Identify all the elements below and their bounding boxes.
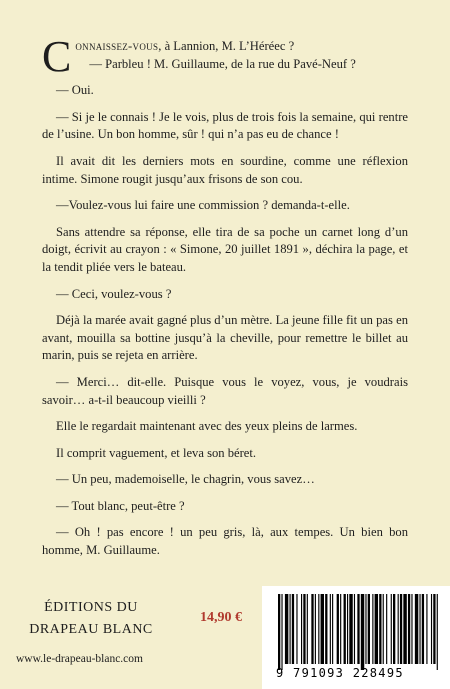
barcode-bar — [285, 594, 288, 664]
paragraph-3: — Oui. — [56, 83, 94, 98]
paragraph-9: Déjà la marée avait gagné plus d’un mètre. La jeune fille fit un pas en avant, mouilla sa bottine jusqu’à la cheville, pour remettre le billet au marin, puis se rejeta en arrière. — [42, 313, 408, 363]
paragraph-10: — Merci… dit-elle. Puisque vous le voyez, vous, je voudrais savoir… a-t-il beaucoup vieilli ? — [42, 374, 408, 407]
paragraph-5: Il avait dit les derniers mots en sourdine, comme une réflexion intime. Simone rougit jusqu’aux frisons de son cou. — [42, 153, 408, 186]
barcode-bar — [321, 594, 324, 664]
barcode-bar — [349, 594, 352, 664]
barcode-bar — [311, 594, 313, 664]
barcode-bar — [433, 594, 435, 664]
barcode-bar — [290, 594, 291, 664]
barcode-bar — [330, 594, 331, 664]
barcode-bar — [332, 594, 333, 664]
barcode-bar — [278, 594, 280, 670]
barcode-bar — [365, 594, 366, 664]
barcode-bar — [411, 594, 412, 664]
barcode-bar — [422, 594, 424, 664]
barcode-bar — [403, 594, 406, 664]
small-caps-lead: onnaissez-vous — [75, 39, 159, 53]
barcode-digits: 9 791093 228495 — [276, 666, 404, 680]
barcode-bar — [281, 594, 282, 670]
barcode-bar — [347, 594, 348, 664]
paragraph-4: — Si je le connais ! Je le vois, plus de trois fois la semaine, qui rentre de l’usine. Un bon homme, sûr ! qui n’a pas eu de chance ! — [42, 109, 408, 142]
barcode-bar — [303, 594, 305, 664]
paragraph-15: — Oh ! pas encore ! un peu gris, là, aux tempes. Un bien bon homme, M. Guillaume. — [42, 525, 408, 558]
paragraph-1-tail: , à Lannion, M. L’Héréec ? — [158, 39, 295, 53]
paragraph-2: — Parbleu ! M. Guillaume, de la rue du Pavé-Neuf ? — [89, 56, 356, 71]
barcode-bar — [357, 594, 359, 664]
barcode-bar — [340, 594, 341, 664]
barcode-bar — [431, 594, 432, 664]
barcode-bar — [372, 594, 373, 664]
barcode — [262, 586, 450, 689]
excerpt-text — [42, 32, 408, 569]
barcode-bar — [419, 594, 420, 664]
barcode-bar — [386, 594, 387, 664]
price-label: 14,90 € — [200, 610, 242, 625]
barcode-bar — [379, 594, 381, 664]
publisher-name — [16, 597, 166, 641]
barcode-bar — [368, 594, 370, 664]
barcode-bar — [398, 594, 399, 664]
barcode-bar — [391, 594, 392, 664]
barcode-bar — [315, 594, 316, 664]
barcode-bar — [301, 594, 302, 664]
barcode-bar — [325, 594, 327, 664]
paragraph-11: Elle le regardait maintenant avec des yeux pleins de larmes. — [56, 419, 358, 434]
barcode-bar — [354, 594, 355, 664]
paragraph-8: — Ceci, voulez-vous ? — [56, 286, 172, 301]
paragraph-12: Il comprit vaguement, et leva son béret. — [56, 445, 257, 460]
barcode-bar — [375, 594, 378, 664]
paragraph-7: Sans attendre sa réponse, elle tira de sa poche un carnet long d’un doigt, écrivit au crayon : « Simone, 20 juillet 1891 », déchira la page, et la tendit pliée vers le bateau. — [42, 224, 408, 274]
publisher-website: www.le-drapeau-blanc.com — [16, 653, 143, 665]
barcode-bar — [307, 594, 308, 664]
paragraph-13: — Un peu, mademoiselle, le chagrin, vous savez… — [56, 472, 315, 487]
barcode-bar — [383, 594, 384, 664]
barcode-bar — [361, 594, 364, 670]
barcode-bar — [296, 594, 297, 664]
publisher-line-2: DRAPEAU BLANC — [29, 622, 153, 637]
barcode-bar — [426, 594, 427, 664]
barcode-bar — [400, 594, 402, 664]
drop-cap: C — [42, 32, 72, 81]
paragraph-6: —Voulez-vous lui faire une commission ? demanda-t-elle. — [56, 198, 350, 213]
barcode-bar — [337, 594, 339, 664]
barcode-bar — [415, 594, 418, 664]
barcode-bar — [292, 594, 294, 664]
barcode-bar — [393, 594, 395, 664]
barcode-bar — [408, 594, 410, 664]
barcode-bar — [437, 594, 438, 670]
barcode-bar — [344, 594, 346, 664]
publisher-line-1: ÉDITIONS DU — [44, 600, 138, 615]
paragraph-14: — Tout blanc, peut-être ? — [56, 498, 185, 513]
barcode-bar — [318, 594, 319, 664]
